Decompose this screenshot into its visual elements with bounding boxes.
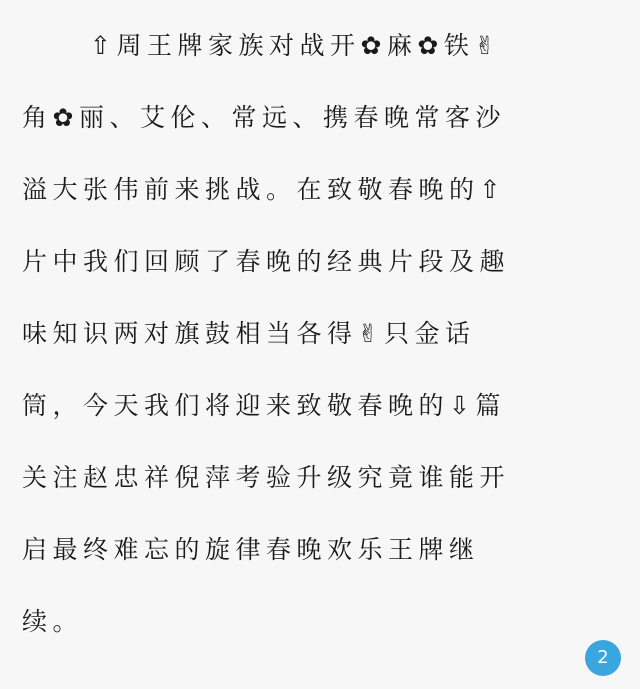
article-line-4: 片中我们回顾了春晚的经典片段及趣 (22, 247, 511, 276)
page-number-badge[interactable]: 2 (585, 640, 621, 676)
article-line-2: 角✿丽、艾伦、常远、携春晚常客沙 (22, 103, 506, 132)
article-line-6: 筒，今天我们将迎来致敬春晚的⇩篇 (22, 391, 506, 420)
article-line-7: 关注赵忠祥倪萍考验升级究竟谁能开 (22, 463, 511, 492)
article-line-5: 味知识两对旗鼓相当各得✌只金话 (22, 319, 476, 348)
article-line-1: ⇧周王牌家族对战开✿麻✿铁✌ (90, 31, 501, 60)
article-line-3: 溢大张伟前来挑战。在致敬春晚的⇧ (22, 175, 506, 204)
article-line-8: 启最终难忘的旋律春晚欢乐王牌继 (22, 535, 480, 564)
article-line-9: 续。 (22, 607, 84, 636)
